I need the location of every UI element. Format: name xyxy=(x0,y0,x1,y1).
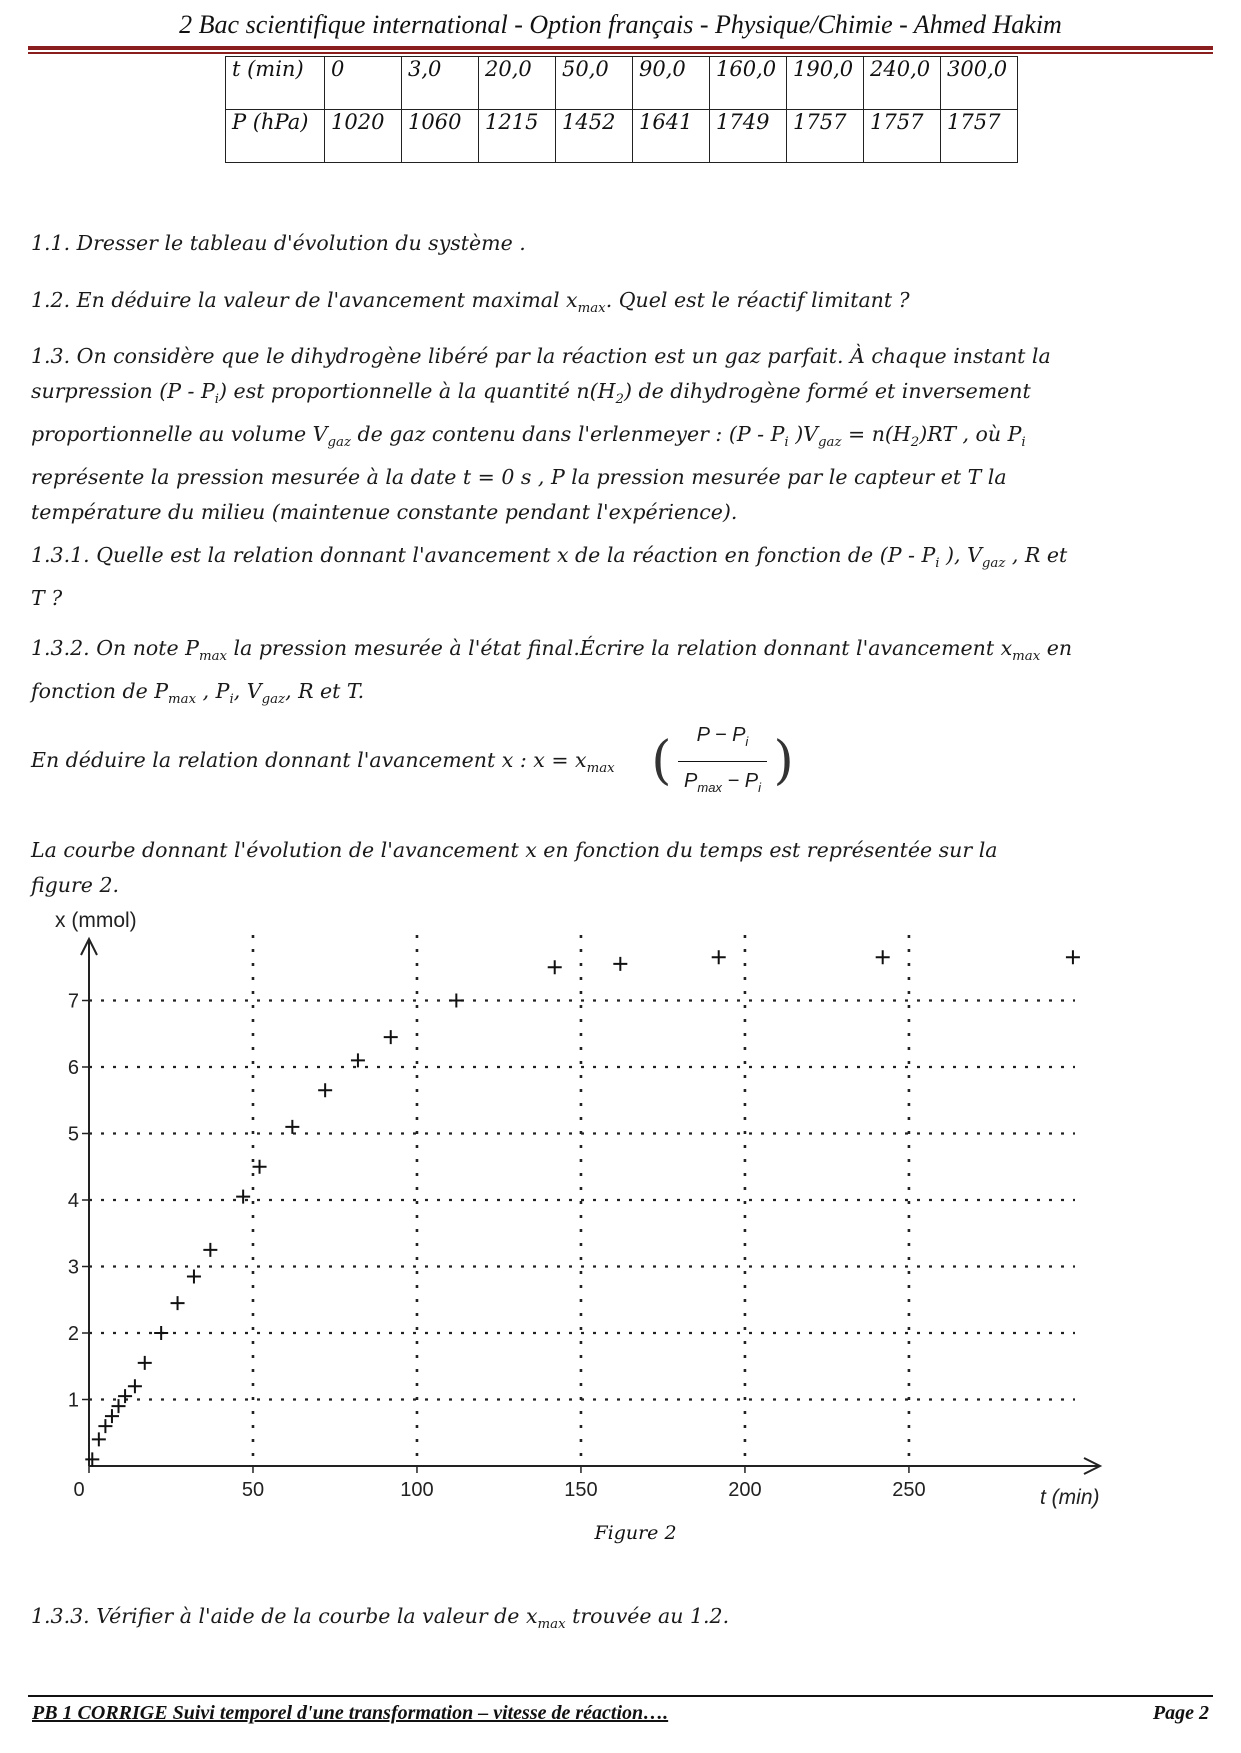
question-text: )V xyxy=(788,422,818,447)
data-point xyxy=(171,1296,185,1310)
data-point xyxy=(154,1326,168,1340)
data-point xyxy=(384,1030,398,1044)
question-text: proportionnelle au volume V xyxy=(31,422,328,447)
question-1-1 xyxy=(31,226,1211,261)
data-point xyxy=(876,950,890,964)
question-text: surpression (P - P xyxy=(31,379,215,403)
question-1-2 xyxy=(31,283,1211,326)
subscript: i xyxy=(214,392,220,408)
question-line: représente la pression mesurée à la date t = 0 s , P la pression mesurée par le capteur et T la xyxy=(31,465,1007,490)
subscript: gaz xyxy=(981,556,1006,572)
header-rule-thin xyxy=(28,52,1213,54)
data-point xyxy=(187,1269,201,1283)
question-line: T ? xyxy=(31,586,63,611)
table-cell: 300,0 xyxy=(941,57,1018,110)
measurement-table xyxy=(225,56,1018,163)
question-text: ), V xyxy=(939,543,982,567)
question-text: = n(H xyxy=(841,422,911,447)
table-cell: 0 xyxy=(325,57,402,110)
y-axis-label: x (mmol) xyxy=(55,909,137,932)
x-tick-label: 50 xyxy=(241,1479,265,1501)
question-1-3 xyxy=(31,339,1211,530)
left-paren: ( xyxy=(651,731,672,791)
question-text: )RT , où P xyxy=(919,422,1022,447)
question-text: de gaz contenu dans l'erlenmeyer : (P - P xyxy=(350,422,785,447)
table-cell: 1757 xyxy=(864,110,941,163)
table-cell: 1452 xyxy=(556,110,633,163)
x-tick-label: 250 xyxy=(892,1479,926,1501)
subscript: 2 xyxy=(910,435,920,451)
data-point xyxy=(449,994,463,1008)
subscript: max xyxy=(198,649,228,665)
question-text: fonction de P xyxy=(31,679,169,704)
question-line xyxy=(31,374,1211,417)
data-point xyxy=(236,1190,250,1204)
subscript: max xyxy=(537,1617,566,1633)
curve-intro xyxy=(31,833,1211,903)
question-line xyxy=(31,417,1211,460)
y-tick-label: 2 xyxy=(67,1323,79,1345)
data-point xyxy=(712,950,726,964)
x-axis-label: t (min) xyxy=(1040,1486,1100,1509)
question-text: . Quel est le réactif limitant ? xyxy=(605,288,910,312)
table-cell: 1749 xyxy=(710,110,787,163)
y-tick-label: 3 xyxy=(67,1256,79,1279)
subscript: 2 xyxy=(615,392,624,408)
question-line: température du milieu (maintenue constante pendant l'expérience). xyxy=(31,500,738,525)
table-cell: 1757 xyxy=(941,110,1018,163)
data-point xyxy=(85,1452,99,1466)
question-text: , R et T. xyxy=(285,679,365,704)
y-tick-label: 4 xyxy=(67,1190,79,1212)
fraction-denominator: $P_{max} - P_i$ xyxy=(684,770,761,795)
x-tick-label: 100 xyxy=(400,1479,434,1501)
question-text: 1.1. Dresser le tableau d'évolution du système . xyxy=(31,231,526,255)
page-header-title: 2 Bac scientifique international - Option français - Physique/Chimie - Ahmed Hakim xyxy=(179,10,1062,39)
data-point xyxy=(548,960,562,974)
table-cell: 90,0 xyxy=(633,57,710,110)
data-point xyxy=(1066,950,1080,964)
table-cell: 3,0 xyxy=(402,57,479,110)
ratio-formula xyxy=(651,718,794,805)
question-1-3-1 xyxy=(31,538,1211,616)
figure-2-chart xyxy=(0,900,1241,1520)
subscript: max xyxy=(1012,649,1041,665)
y-tick-label: 1 xyxy=(67,1389,79,1412)
question-line: La courbe donnant l'évolution de l'avancement x en fonction du temps est représentée sur la xyxy=(31,838,998,862)
fraction xyxy=(678,718,767,805)
figure-caption: Figure 2 xyxy=(594,1522,677,1544)
data-point xyxy=(112,1399,126,1413)
page-number: Page 2 xyxy=(1152,1702,1209,1724)
table-cell: 1020 xyxy=(325,110,402,163)
question-1-3-2 xyxy=(31,631,1211,717)
footer-title: PB 1 CORRIGE Suivi temporel d'une transformation – vitesse de réaction…. xyxy=(32,1702,669,1724)
header-rule-thick xyxy=(28,46,1213,50)
question-text: trouvée au 1.2. xyxy=(565,1604,730,1628)
question-line: figure 2. xyxy=(31,873,120,897)
data-point xyxy=(128,1379,142,1393)
question-text: en xyxy=(1040,636,1073,660)
data-point xyxy=(318,1083,332,1097)
fraction-numerator: $P - P_i$ xyxy=(678,718,767,762)
question-line xyxy=(31,538,1211,581)
table-row xyxy=(226,57,1018,110)
question-text: ) est proportionnelle à la quantité n(H xyxy=(219,379,616,403)
subscript: i xyxy=(784,435,789,451)
data-point xyxy=(118,1389,132,1403)
data-point xyxy=(138,1356,152,1370)
subscript: gaz xyxy=(818,435,842,451)
table-cell: 1060 xyxy=(402,110,479,163)
data-point xyxy=(285,1120,299,1134)
x-tick-label: 150 xyxy=(564,1479,598,1501)
subscript: i xyxy=(935,556,940,572)
question-text: 1.2. En déduire la valeur de l'avancement maximal x xyxy=(31,288,578,312)
table-cell: 160,0 xyxy=(710,57,787,110)
right-paren: ) xyxy=(773,731,794,791)
data-point xyxy=(203,1243,217,1257)
y-tick-label: 6 xyxy=(67,1057,79,1079)
question-text: 1.3.1. Quelle est la relation donnant l'avancement x de la réaction en fonction de (P - P xyxy=(31,543,936,567)
question-text: ) de dihydrogène formé et inversement xyxy=(623,379,1031,403)
y-tick-label: 5 xyxy=(67,1123,79,1146)
table-cell: 50,0 xyxy=(556,57,633,110)
subscript: i xyxy=(229,692,234,708)
table-cell: 1215 xyxy=(479,110,556,163)
deduce-relation xyxy=(31,718,1211,805)
footer-rule xyxy=(28,1695,1213,1697)
data-point xyxy=(98,1419,112,1433)
question-text: En déduire la relation donnant l'avancement x : x = x xyxy=(31,748,587,772)
table-cell: 190,0 xyxy=(787,57,864,110)
data-point xyxy=(105,1409,119,1423)
question-text: , R et xyxy=(1005,543,1068,567)
question-line xyxy=(31,631,1211,674)
table-cell: 240,0 xyxy=(864,57,941,110)
question-1-3-3 xyxy=(31,1599,1211,1642)
question-line xyxy=(31,674,1211,717)
data-point xyxy=(351,1053,365,1067)
question-line: 1.3. On considère que le dihydrogène libéré par la réaction est un gaz parfait. À chaque instant la xyxy=(31,344,1051,368)
table-row-label: P (hPa) xyxy=(226,110,325,163)
subscript: max xyxy=(586,761,615,777)
subscript: max xyxy=(577,301,606,317)
table-cell: 1757 xyxy=(787,110,864,163)
question-text: 1.3.3. Vérifier à l'aide de la courbe la valeur de x xyxy=(31,1604,538,1628)
x-tick-label: 200 xyxy=(728,1479,762,1501)
question-text: , P xyxy=(196,679,230,704)
question-text: la pression mesurée à l'état final.Écrire la relation donnant l'avancement x xyxy=(227,636,1013,660)
question-text: 1.3.2. On note P xyxy=(31,636,199,660)
table-row-label: t (min) xyxy=(226,57,325,110)
subscript: max xyxy=(168,692,197,708)
table-cell: 1641 xyxy=(633,110,710,163)
y-tick-label: 7 xyxy=(67,990,79,1013)
subscript: i xyxy=(1021,435,1026,451)
subscript: gaz xyxy=(261,692,286,708)
x-tick-label: 0 xyxy=(73,1479,85,1501)
data-point xyxy=(253,1160,267,1174)
table-cell: 20,0 xyxy=(479,57,556,110)
data-point xyxy=(92,1432,106,1446)
subscript: gaz xyxy=(327,435,351,451)
table-row xyxy=(226,110,1018,163)
question-text: , V xyxy=(233,679,262,704)
data-point xyxy=(613,957,627,971)
